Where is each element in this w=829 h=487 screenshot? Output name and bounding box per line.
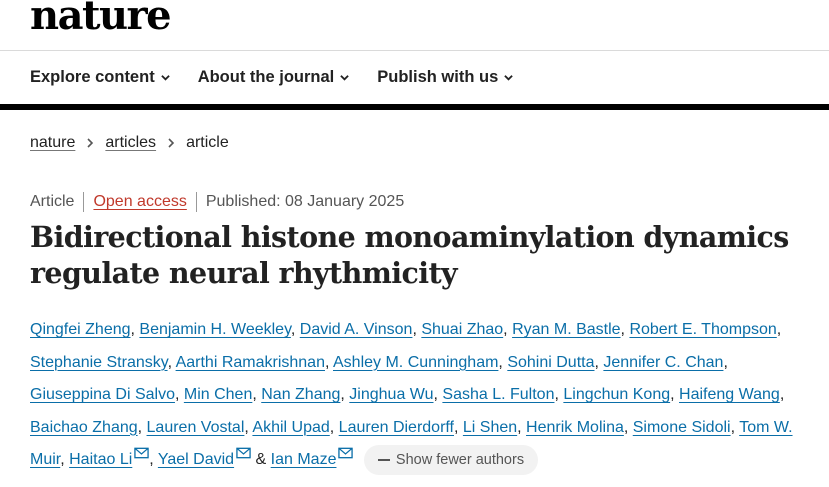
author-link-tom-muir-line1[interactable]: Tom W.: [739, 418, 793, 436]
author-link[interactable]: Stephanie Stransky: [30, 353, 168, 371]
author-link[interactable]: Ashley M. Cunningham: [333, 353, 499, 371]
author-link[interactable]: Akhil Upad: [252, 418, 330, 436]
breadcrumb-current: article: [186, 134, 229, 151]
author-link[interactable]: Jinghua Wu: [349, 386, 434, 403]
ampersand: &: [255, 451, 267, 468]
envelope-icon[interactable]: [236, 447, 251, 459]
header-divider: [0, 50, 829, 51]
breadcrumb-articles[interactable]: articles: [105, 134, 157, 151]
meta-divider: [83, 192, 84, 212]
article-title: Bidirectional histone monoaminylation dynamics regulate neural rhythmicity: [30, 220, 789, 290]
author-list: Qingfei Zheng, Benjamin H. Weekley, David A. Vinson, Shuai Zhao, Ryan M. Bastle, Robert E. Thompson, Stephanie Stransky, Aarthi Ramakrishnan, Ashley M. Cunningham, Sohini Dutta, Jennifer C. Chan, Giuseppina Di Salvo, Min Chen, Nan Zhang, Jinghua Wu, Sasha L. Fulton, Lingchun Kong, Haifeng Wang, Baichao Zhang, Lauren Vostal, Akhil Upad, Lauren Dierdorff, Li Shen, Henrik Molina, Simone Sidoli, Tom W. Muir, Haitao Li , Yael David & Ian Maze Show fewer authors: [30, 314, 810, 477]
nature-logo[interactable]: nature: [30, 0, 171, 39]
nav-about-journal-label: About the journal: [197, 68, 335, 86]
chevron-right-icon: [86, 138, 94, 148]
author-link[interactable]: Robert E. Thompson: [629, 321, 777, 338]
author-link[interactable]: Nan Zhang: [261, 386, 341, 403]
nav-publish-with-us[interactable]: [377, 68, 513, 87]
chevron-down-icon: [504, 73, 513, 82]
author-link[interactable]: Haitao Li: [69, 451, 133, 468]
author-link[interactable]: Shuai Zhao: [421, 321, 504, 338]
published-date: Published: 08 January 2025: [205, 193, 405, 210]
author-link[interactable]: Qingfei Zheng: [30, 321, 131, 338]
author-link[interactable]: Simone Sidoli: [632, 418, 731, 436]
show-fewer-authors-label: Show fewer authors: [395, 451, 525, 468]
author-link[interactable]: Aarthi Ramakrishnan: [175, 353, 325, 371]
author-link[interactable]: Lauren Dierdorff: [338, 418, 454, 436]
author-link-tom-muir-line2[interactable]: Muir: [30, 451, 61, 468]
author-link[interactable]: Li Shen: [462, 418, 518, 436]
author-link[interactable]: Henrik Molina: [526, 418, 624, 436]
author-link[interactable]: Giuseppina Di Salvo: [30, 386, 175, 403]
chevron-down-icon: [161, 73, 170, 82]
author-link[interactable]: Ian Maze: [270, 451, 337, 468]
envelope-icon[interactable]: [338, 447, 353, 459]
author-link[interactable]: Min Chen: [183, 386, 253, 403]
author-link[interactable]: Sasha L. Fulton: [442, 386, 555, 403]
author-link[interactable]: Haifeng Wang: [679, 386, 780, 403]
author-link[interactable]: Lingchun Kong: [563, 386, 671, 403]
author-link[interactable]: Sohini Dutta: [507, 353, 595, 371]
show-fewer-authors-button[interactable]: [364, 445, 538, 475]
author-link[interactable]: Lauren Vostal: [146, 418, 245, 436]
author-link[interactable]: Jennifer C. Chan: [603, 353, 724, 371]
chevron-right-icon: [167, 138, 175, 148]
author-link[interactable]: Yael David: [157, 451, 235, 468]
article-meta: [30, 192, 404, 212]
author-link[interactable]: David A. Vinson: [299, 321, 413, 338]
chevron-down-icon: [340, 73, 349, 82]
nav-publish-with-us-label: Publish with us: [377, 68, 499, 86]
main-nav: [30, 68, 513, 87]
author-link[interactable]: Ryan M. Bastle: [512, 321, 621, 338]
article-type: Article: [30, 193, 75, 210]
breadcrumb-nature[interactable]: nature: [30, 134, 76, 151]
breadcrumb: [30, 134, 229, 152]
open-access-link[interactable]: Open access: [93, 193, 187, 210]
nav-explore-content[interactable]: [30, 68, 170, 87]
meta-divider: [196, 192, 197, 212]
nav-divider: [0, 104, 829, 110]
minus-icon: [378, 459, 390, 461]
nav-explore-content-label: Explore content: [30, 68, 155, 86]
author-link[interactable]: Benjamin H. Weekley: [139, 321, 291, 338]
author-link[interactable]: Baichao Zhang: [30, 418, 138, 436]
nav-about-journal[interactable]: [198, 68, 350, 87]
envelope-icon[interactable]: [134, 447, 149, 459]
